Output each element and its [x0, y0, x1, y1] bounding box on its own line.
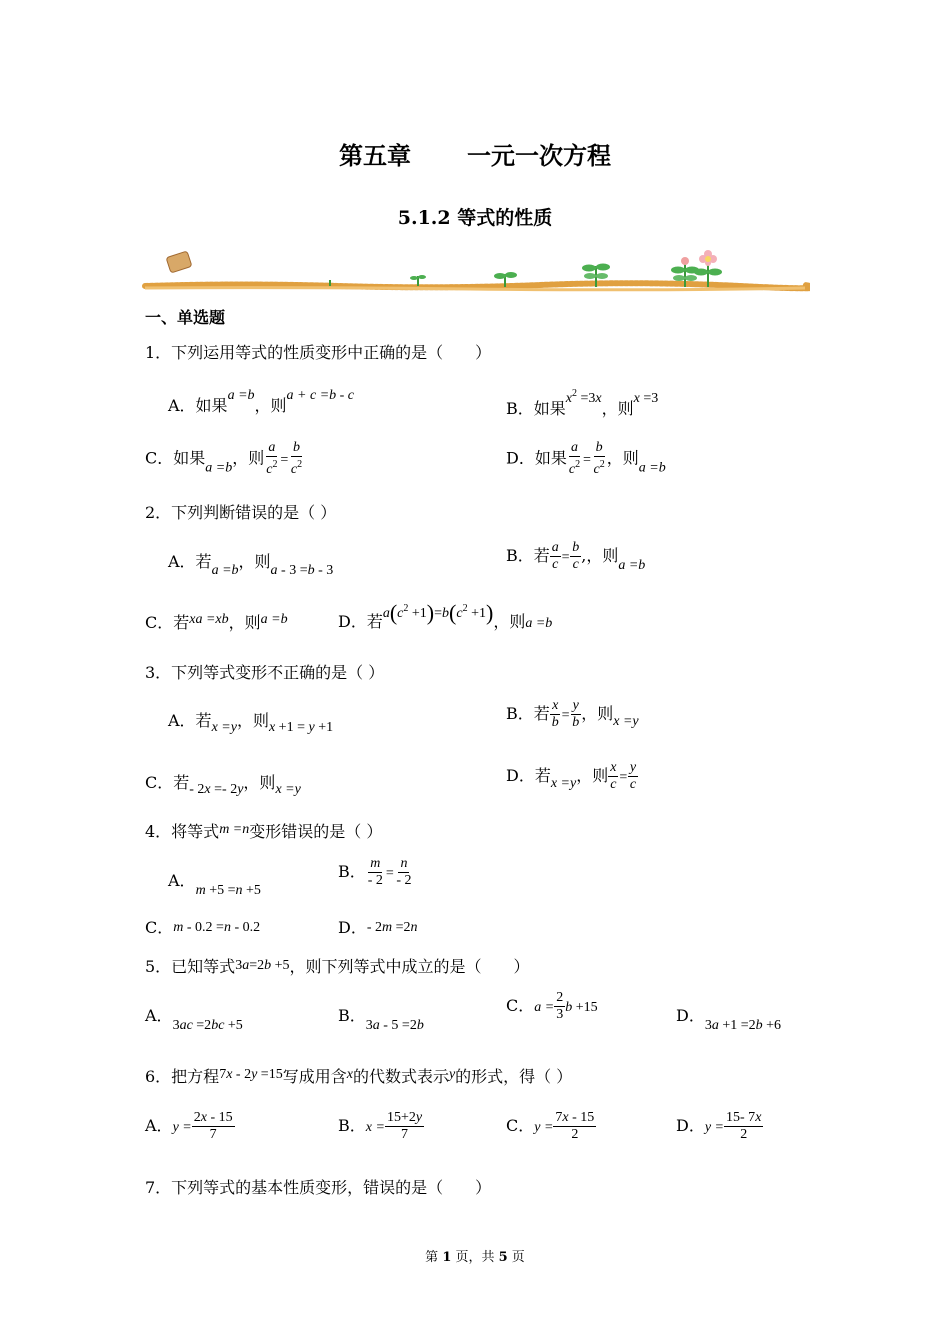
q3-option-a[interactable]: A．若x =y，则x +1 = y +1 — [168, 711, 334, 735]
total-pages: 5 — [498, 1250, 508, 1265]
question-3-stem: 3．下列等式变形不正确的是（ ） — [145, 663, 385, 682]
q4-option-d[interactable]: D．- 2m =2n — [338, 918, 418, 937]
q5-option-a[interactable]: A．3ac =2bc +5 — [145, 1006, 243, 1033]
q4-option-c[interactable]: C．m - 0.2 =n - 0.2 — [145, 918, 261, 937]
current-page: 1 — [442, 1250, 452, 1265]
question-2-stem: 2．下列判断错误的是（ ） — [145, 503, 337, 522]
q1-option-d[interactable]: D．如果 $\frac{a}{c^2}$ = $\frac{b}{c^2}$ ，则a =b — [506, 440, 666, 477]
q4-option-a[interactable]: A．m +5 =n +5 — [168, 871, 261, 898]
q6-option-a[interactable]: A．y = $\frac{2x - 15}{7}$ — [145, 1110, 233, 1142]
q1-option-a[interactable]: A．如果a =b，则a + c =b - c — [168, 388, 355, 415]
q3-option-c[interactable]: C．若- 2x =- 2y，则x =y — [145, 773, 301, 797]
q3-option-b[interactable]: B．若 $\frac{x}{b}$ = $\frac{y}{b}$ ，则x =y — [506, 698, 639, 730]
q2-option-a[interactable]: A．若a =b，则a - 3 =b - 3 — [168, 552, 334, 578]
chapter-title — [0, 136, 950, 171]
question-7-stem: 7．下列等式的基本性质变形，错误的是（ ） — [145, 1178, 492, 1197]
chapter-number: 第五章 — [339, 141, 411, 170]
seed-bag-icon — [166, 251, 192, 273]
q2-option-c[interactable]: C．若xa =xb，则a =b — [145, 612, 288, 632]
plant-banner-illustration — [140, 246, 810, 296]
q6-option-c[interactable]: C．y = $\frac{7x - 15}{2}$ — [506, 1110, 595, 1142]
q3-option-d[interactable]: D．若x =y，则 $\frac{x}{c}$ = $\frac{y}{c}$ — [506, 760, 637, 792]
q2-option-b[interactable]: B．若 $\frac{a}{c}$ = $\frac{b}{c}$ ,，则a =b — [506, 540, 646, 573]
page-footer: 第 1 页，共 5 页 — [425, 1250, 525, 1265]
q5-option-b[interactable]: B．3a - 5 =2b — [338, 1006, 424, 1033]
chapter-name: 一元一次方程 — [467, 141, 611, 170]
q5-option-c[interactable]: C．a = $\frac{2}{3}$ b +15 — [506, 990, 598, 1022]
question-6-stem: 6．把方程7x - 2y =15写成用含x的代数式表示y的形式，得（ ） — [145, 1067, 573, 1086]
q1-option-c[interactable]: C．如果a =b，则 $\frac{a}{c^2}$ = $\frac{b}{c^2}$ — [145, 440, 303, 477]
q4-option-b[interactable]: B． $\frac{m}{- 2}$ = $\frac{n}{- 2}$ — [338, 856, 412, 888]
section-heading: 一、单选题 — [145, 308, 226, 327]
q2-option-d[interactable]: D．若$a(c^2 +1)=b(c^2 +1)$，则a =b — [338, 600, 553, 631]
question-1-stem: 1．下列运用等式的性质变形中正确的是（ ） — [145, 343, 492, 362]
q6-option-d[interactable]: D．y = $\frac{15- 7x}{2}$ — [676, 1110, 762, 1142]
q1-option-b[interactable]: B．如果$x^2 =3x$，则x =3 — [506, 388, 659, 418]
question-5-stem: 5．已知等式3a=2b +5，则下列等式中成立的是（ ） — [145, 957, 530, 976]
q6-option-b[interactable]: B．x = $\frac{15+2y}{7}$ — [338, 1110, 423, 1142]
q5-option-d[interactable]: D．3a +1 =2b +6 — [676, 1006, 782, 1033]
section-title: 5.1.2 等式的性质 — [397, 207, 553, 229]
question-4-stem: 4．将等式m =n变形错误的是（ ） — [145, 822, 383, 841]
